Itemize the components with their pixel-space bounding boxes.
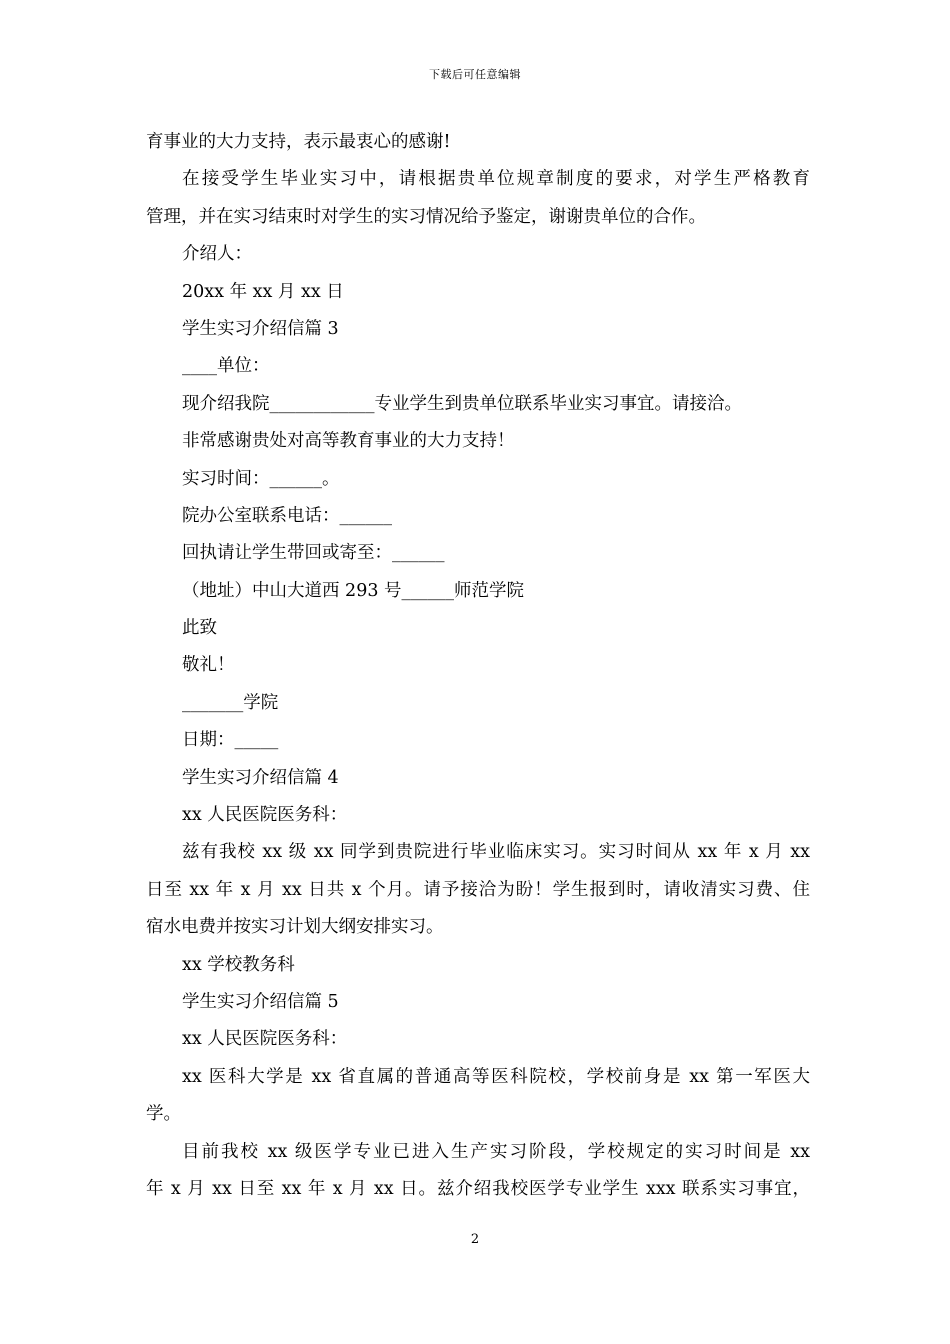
text-line: 学生实习介绍信篇 3 (182, 318, 339, 339)
text-line: 敬礼！ (182, 655, 235, 676)
text-line: （地址）中山大道西 293 号______师范学院 (182, 580, 525, 601)
page-header: 下载后可任意编辑 (429, 68, 521, 81)
text-line: 育事业的大力支持，表示最衷心的感谢! (146, 132, 451, 152)
text-line: 管理，并在实习结束时对学生的实习情况给予鉴定，谢谢贵单位的合作。 (146, 206, 706, 227)
text-line: xx 人民医院医务科： (182, 805, 348, 826)
text-line: xx 学校教务科 (182, 954, 295, 975)
text-line: xx 医科大学是 xx 省直属的普通高等医科院校，学校前身是 xx 第一军医大 (182, 1066, 810, 1087)
text-line: 院办公室联系电话：______ (182, 505, 392, 526)
text-line: 兹有我校 xx 级 xx 同学到贵院进行毕业临床实习。实习时间从 xx 年 x 月 xx (182, 842, 810, 863)
text-line: 介绍人： (182, 244, 252, 265)
text-line: 现介绍我院____________专业学生到贵单位联系毕业实习事宜。请接洽。 (182, 393, 742, 414)
text-line: 回执请让学生带回或寄至：______ (182, 543, 445, 564)
text-line: 目前我校 xx 级医学专业已进入生产实习阶段，学校规定的实习时间是 xx (182, 1141, 810, 1162)
text-line: 学。 (146, 1104, 181, 1125)
text-line: 日期：_____ (182, 730, 279, 751)
document-body (146, 124, 810, 1208)
text-line: 年 x 月 xx 日至 xx 年 x 月 xx 日。兹介绍我校医学专业学生 xxx 联系实习事宜， (146, 1178, 810, 1199)
text-line: 非常感谢贵处对高等教育事业的大力支持！ (182, 431, 515, 452)
text-line: 20xx 年 xx 月 xx 日 (182, 281, 344, 302)
text-line: xx 人民医院医务科： (182, 1029, 348, 1050)
text-line: _______学院 (182, 692, 279, 713)
page-number: 2 (470, 1232, 480, 1247)
text-line: 学生实习介绍信篇 5 (182, 991, 339, 1012)
text-line: 在接受学生毕业实习中，请根据贵单位规章制度的要求，对学生严格教育 (182, 169, 810, 190)
text-line: 此致 (182, 618, 217, 639)
text-line: ____单位： (182, 356, 270, 377)
text-line: 实习时间：______。 (182, 468, 340, 489)
text-line: 日至 xx 年 x 月 xx 日共 x 个月。请予接洽为盼！学生报到时，请收清实习费、住 (146, 879, 810, 900)
text-line: 宿水电费并按实习计划大纲安排实习。 (146, 917, 444, 938)
text-line: 学生实习介绍信篇 4 (182, 767, 339, 788)
